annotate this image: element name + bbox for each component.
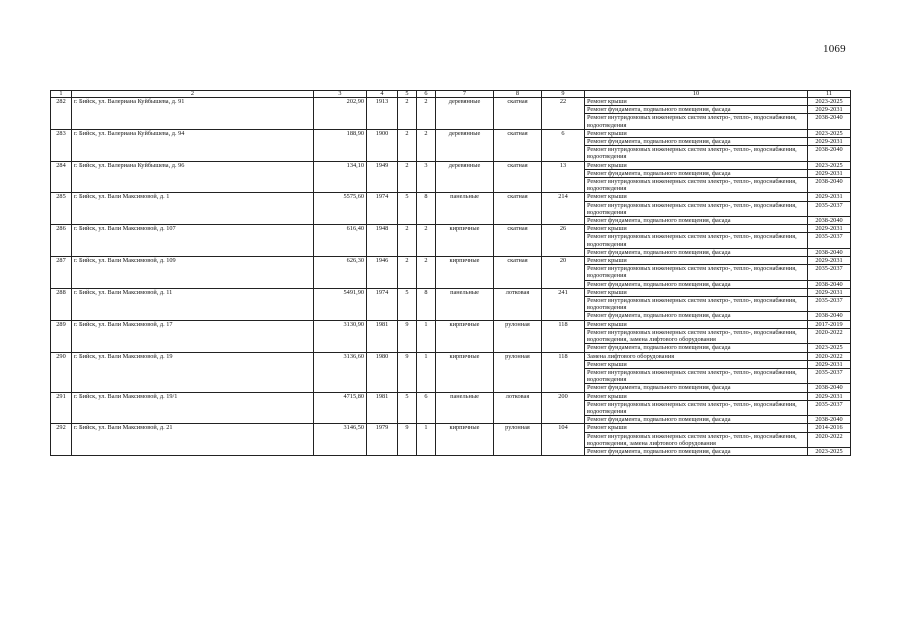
work-type-cell: Ремонт фундамента, подвального помещения, фасада (585, 447, 808, 455)
work-type-cell: Ремонт внутридомовых инженерных систем электро-, тепло-, водоснабжения, водоотведения (585, 178, 808, 193)
row-number: 292 (51, 424, 72, 456)
work-period-cell: 2017-2019 (808, 320, 851, 328)
roof-type-cell: рулонная (494, 352, 542, 392)
work-period-cell: 2038-2040 (808, 217, 851, 225)
entrances-cell: 8 (417, 193, 436, 225)
residents-cell: 118 (542, 352, 585, 392)
work-row (51, 161, 851, 169)
year-cell: 1948 (367, 225, 398, 257)
work-period-cell: 2038-2040 (808, 312, 851, 320)
row-number: 283 (51, 129, 72, 161)
work-row (51, 193, 851, 201)
wall-material-cell: деревянные (436, 161, 494, 193)
residents-cell: 214 (542, 193, 585, 225)
floors-cell: 2 (398, 98, 417, 130)
floors-cell: 5 (398, 193, 417, 225)
roof-type-cell: рулонная (494, 424, 542, 456)
roof-type-cell: скатная (494, 225, 542, 257)
address-cell: г. Бийск, ул. Вали Максимовой, д. 1 (72, 193, 314, 225)
work-type-cell: Ремонт внутридомовых инженерных систем электро-, тепло-, водоснабжения, водоотведения (585, 201, 808, 216)
roof-type-cell: скатная (494, 257, 542, 289)
work-period-cell: 2038-2040 (808, 178, 851, 193)
work-type-cell: Ремонт фундамента, подвального помещения, фасада (585, 217, 808, 225)
work-period-cell: 2029-2031 (808, 169, 851, 177)
floors-cell: 2 (398, 225, 417, 257)
address-cell: г. Бийск, ул. Вали Максимовой, д. 107 (72, 225, 314, 257)
column-number-cell: 4 (367, 91, 398, 98)
area-cell: 188,90 (314, 129, 367, 161)
work-type-cell: Ремонт фундамента, подвального помещения, фасада (585, 312, 808, 320)
entrances-cell: 8 (417, 288, 436, 320)
residents-cell: 118 (542, 320, 585, 352)
column-number-cell: 6 (417, 91, 436, 98)
year-cell: 1913 (367, 98, 398, 130)
work-type-cell: Ремонт внутридомовых инженерных систем электро-, тепло-, водоснабжения, водоотведения (585, 400, 808, 415)
capital-repair-register-table (50, 90, 851, 456)
roof-type-cell: скатная (494, 129, 542, 161)
work-row (51, 424, 851, 432)
floors-cell: 9 (398, 352, 417, 392)
work-type-cell: Ремонт фундамента, подвального помещения, фасада (585, 169, 808, 177)
residents-cell: 26 (542, 225, 585, 257)
work-row (51, 257, 851, 265)
work-type-cell: Ремонт крыши (585, 161, 808, 169)
work-type-cell: Ремонт фундамента, подвального помещения, фасада (585, 416, 808, 424)
address-cell: г. Бийск, ул. Вали Максимовой, д. 109 (72, 257, 314, 289)
work-type-cell: Ремонт внутридомовых инженерных систем электро-, тепло-, водоснабжения, водоотведения (585, 368, 808, 383)
wall-material-cell: деревянные (436, 129, 494, 161)
work-period-cell: 2038-2040 (808, 248, 851, 256)
column-number-cell: 8 (494, 91, 542, 98)
work-type-cell: Ремонт крыши (585, 225, 808, 233)
wall-material-cell: кирпичные (436, 424, 494, 456)
row-number: 290 (51, 352, 72, 392)
work-type-cell: Ремонт крыши (585, 360, 808, 368)
work-type-cell: Ремонт фундамента, подвального помещения, фасада (585, 248, 808, 256)
work-period-cell: 2035-2037 (808, 297, 851, 312)
column-number-cell: 7 (436, 91, 494, 98)
row-number: 288 (51, 288, 72, 320)
residents-cell: 13 (542, 161, 585, 193)
area-cell: 202,90 (314, 98, 367, 130)
page-number: 1069 (823, 43, 846, 55)
work-type-cell: Ремонт внутридомовых инженерных систем электро-, тепло-, водоснабжения, водоотведения, замена лифтового оборудования (585, 432, 808, 447)
work-type-cell: Ремонт крыши (585, 129, 808, 137)
column-number-cell: 1 (51, 91, 72, 98)
residents-cell: 20 (542, 257, 585, 289)
year-cell: 1974 (367, 288, 398, 320)
residents-cell: 200 (542, 392, 585, 424)
address-cell: г. Бийск, ул. Вали Максимовой, д. 17 (72, 320, 314, 352)
area-cell: 5575,60 (314, 193, 367, 225)
work-period-cell: 2038-2040 (808, 416, 851, 424)
work-type-cell: Ремонт фундамента, подвального помещения, фасада (585, 344, 808, 352)
floors-cell: 5 (398, 392, 417, 424)
work-period-cell: 2023-2025 (808, 161, 851, 169)
wall-material-cell: деревянные (436, 98, 494, 130)
work-type-cell: Ремонт внутридомовых инженерных систем электро-, тепло-, водоснабжения, водоотведения (585, 114, 808, 129)
work-row (51, 352, 851, 360)
address-cell: г. Бийск, ул. Вали Максимовой, д. 19 (72, 352, 314, 392)
year-cell: 1979 (367, 424, 398, 456)
work-row (51, 320, 851, 328)
area-cell: 3130,90 (314, 320, 367, 352)
column-number-cell: 2 (72, 91, 314, 98)
work-type-cell: Ремонт внутридомовых инженерных систем электро-, тепло-, водоснабжения, водоотведения, замена лифтового оборудования (585, 328, 808, 343)
row-number: 291 (51, 392, 72, 424)
work-type-cell: Ремонт внутридомовых инженерных систем электро-, тепло-, водоснабжения, водоотведения (585, 233, 808, 248)
column-number-cell: 3 (314, 91, 367, 98)
address-cell: г. Бийск, ул. Вали Максимовой, д. 21 (72, 424, 314, 456)
year-cell: 1900 (367, 129, 398, 161)
address-cell: г. Бийск, ул. Валериана Куйбышева, д. 94 (72, 129, 314, 161)
row-number: 287 (51, 257, 72, 289)
column-number-cell: 9 (542, 91, 585, 98)
work-period-cell: 2038-2040 (808, 114, 851, 129)
work-period-cell: 2029-2031 (808, 225, 851, 233)
work-type-cell: Ремонт крыши (585, 257, 808, 265)
floors-cell: 2 (398, 257, 417, 289)
entrances-cell: 6 (417, 392, 436, 424)
entrances-cell: 3 (417, 161, 436, 193)
work-type-cell: Ремонт крыши (585, 288, 808, 296)
work-type-cell: Ремонт фундамента, подвального помещения, фасада (585, 106, 808, 114)
address-cell: г. Бийск, ул. Вали Максимовой, д. 11 (72, 288, 314, 320)
area-cell: 5491,90 (314, 288, 367, 320)
work-type-cell: Ремонт фундамента, подвального помещения, фасада (585, 138, 808, 146)
roof-type-cell: скатная (494, 98, 542, 130)
residents-cell: 22 (542, 98, 585, 130)
register-body (51, 91, 851, 456)
roof-type-cell: скатная (494, 193, 542, 225)
work-row (51, 129, 851, 137)
floors-cell: 9 (398, 424, 417, 456)
work-type-cell: Ремонт фундамента, подвального помещения, фасада (585, 384, 808, 392)
work-period-cell: 2014-2016 (808, 424, 851, 432)
year-cell: 1974 (367, 193, 398, 225)
column-number-row (51, 91, 851, 98)
column-number-cell: 11 (808, 91, 851, 98)
work-type-cell: Ремонт крыши (585, 193, 808, 201)
year-cell: 1946 (367, 257, 398, 289)
address-cell: г. Бийск, ул. Валериана Куйбышева, д. 91 (72, 98, 314, 130)
work-period-cell: 2035-2037 (808, 265, 851, 280)
work-type-cell: Ремонт внутридомовых инженерных систем электро-, тепло-, водоснабжения, водоотведения (585, 146, 808, 161)
work-type-cell: Ремонт крыши (585, 320, 808, 328)
work-period-cell: 2029-2031 (808, 392, 851, 400)
roof-type-cell: лотковая (494, 392, 542, 424)
year-cell: 1949 (367, 161, 398, 193)
area-cell: 4715,80 (314, 392, 367, 424)
wall-material-cell: кирпичные (436, 320, 494, 352)
work-period-cell: 2029-2031 (808, 257, 851, 265)
residents-cell: 6 (542, 129, 585, 161)
row-number: 284 (51, 161, 72, 193)
roof-type-cell: рулонная (494, 320, 542, 352)
work-period-cell: 2035-2037 (808, 400, 851, 415)
wall-material-cell: кирпичные (436, 352, 494, 392)
roof-type-cell: скатная (494, 161, 542, 193)
column-number-cell: 5 (398, 91, 417, 98)
area-cell: 134,10 (314, 161, 367, 193)
area-cell: 3146,50 (314, 424, 367, 456)
work-period-cell: 2038-2040 (808, 146, 851, 161)
work-period-cell: 2029-2031 (808, 360, 851, 368)
work-period-cell: 2038-2040 (808, 280, 851, 288)
entrances-cell: 2 (417, 225, 436, 257)
row-number: 286 (51, 225, 72, 257)
work-row (51, 288, 851, 296)
floors-cell: 5 (398, 288, 417, 320)
wall-material-cell: панельные (436, 392, 494, 424)
work-period-cell: 2023-2025 (808, 98, 851, 106)
residents-cell: 104 (542, 424, 585, 456)
column-number-cell: 10 (585, 91, 808, 98)
entrances-cell: 1 (417, 320, 436, 352)
work-period-cell: 2035-2037 (808, 233, 851, 248)
year-cell: 1981 (367, 392, 398, 424)
work-period-cell: 2020-2022 (808, 352, 851, 360)
entrances-cell: 2 (417, 129, 436, 161)
wall-material-cell: кирпичные (436, 257, 494, 289)
work-type-cell: Ремонт крыши (585, 424, 808, 432)
work-row (51, 225, 851, 233)
work-period-cell: 2023-2025 (808, 344, 851, 352)
year-cell: 1981 (367, 320, 398, 352)
work-row (51, 392, 851, 400)
entrances-cell: 1 (417, 352, 436, 392)
work-period-cell: 2029-2031 (808, 288, 851, 296)
floors-cell: 2 (398, 161, 417, 193)
address-cell: г. Бийск, ул. Валериана Куйбышева, д. 96 (72, 161, 314, 193)
work-type-cell: Замена лифтового оборудования (585, 352, 808, 360)
wall-material-cell: кирпичные (436, 225, 494, 257)
row-number: 289 (51, 320, 72, 352)
row-number: 282 (51, 98, 72, 130)
entrances-cell: 1 (417, 424, 436, 456)
year-cell: 1980 (367, 352, 398, 392)
work-type-cell: Ремонт крыши (585, 392, 808, 400)
work-period-cell: 2038-2040 (808, 384, 851, 392)
wall-material-cell: панельные (436, 288, 494, 320)
work-period-cell: 2023-2025 (808, 129, 851, 137)
area-cell: 616,40 (314, 225, 367, 257)
row-number: 285 (51, 193, 72, 225)
residents-cell: 241 (542, 288, 585, 320)
work-period-cell: 2023-2025 (808, 447, 851, 455)
work-period-cell: 2029-2031 (808, 138, 851, 146)
work-period-cell: 2035-2037 (808, 201, 851, 216)
work-type-cell: Ремонт внутридомовых инженерных систем электро-, тепло-, водоснабжения, водоотведения (585, 297, 808, 312)
work-type-cell: Ремонт крыши (585, 98, 808, 106)
work-period-cell: 2020-2022 (808, 432, 851, 447)
work-type-cell: Ремонт фундамента, подвального помещения, фасада (585, 280, 808, 288)
floors-cell: 9 (398, 320, 417, 352)
entrances-cell: 2 (417, 98, 436, 130)
address-cell: г. Бийск, ул. Вали Максимовой, д. 19/1 (72, 392, 314, 424)
work-period-cell: 2029-2031 (808, 193, 851, 201)
work-period-cell: 2020-2022 (808, 328, 851, 343)
area-cell: 626,30 (314, 257, 367, 289)
wall-material-cell: панельные (436, 193, 494, 225)
entrances-cell: 2 (417, 257, 436, 289)
roof-type-cell: лотковая (494, 288, 542, 320)
work-period-cell: 2029-2031 (808, 106, 851, 114)
area-cell: 3136,60 (314, 352, 367, 392)
work-period-cell: 2035-2037 (808, 368, 851, 383)
work-type-cell: Ремонт внутридомовых инженерных систем электро-, тепло-, водоснабжения, водоотведения (585, 265, 808, 280)
work-row (51, 98, 851, 106)
floors-cell: 2 (398, 129, 417, 161)
